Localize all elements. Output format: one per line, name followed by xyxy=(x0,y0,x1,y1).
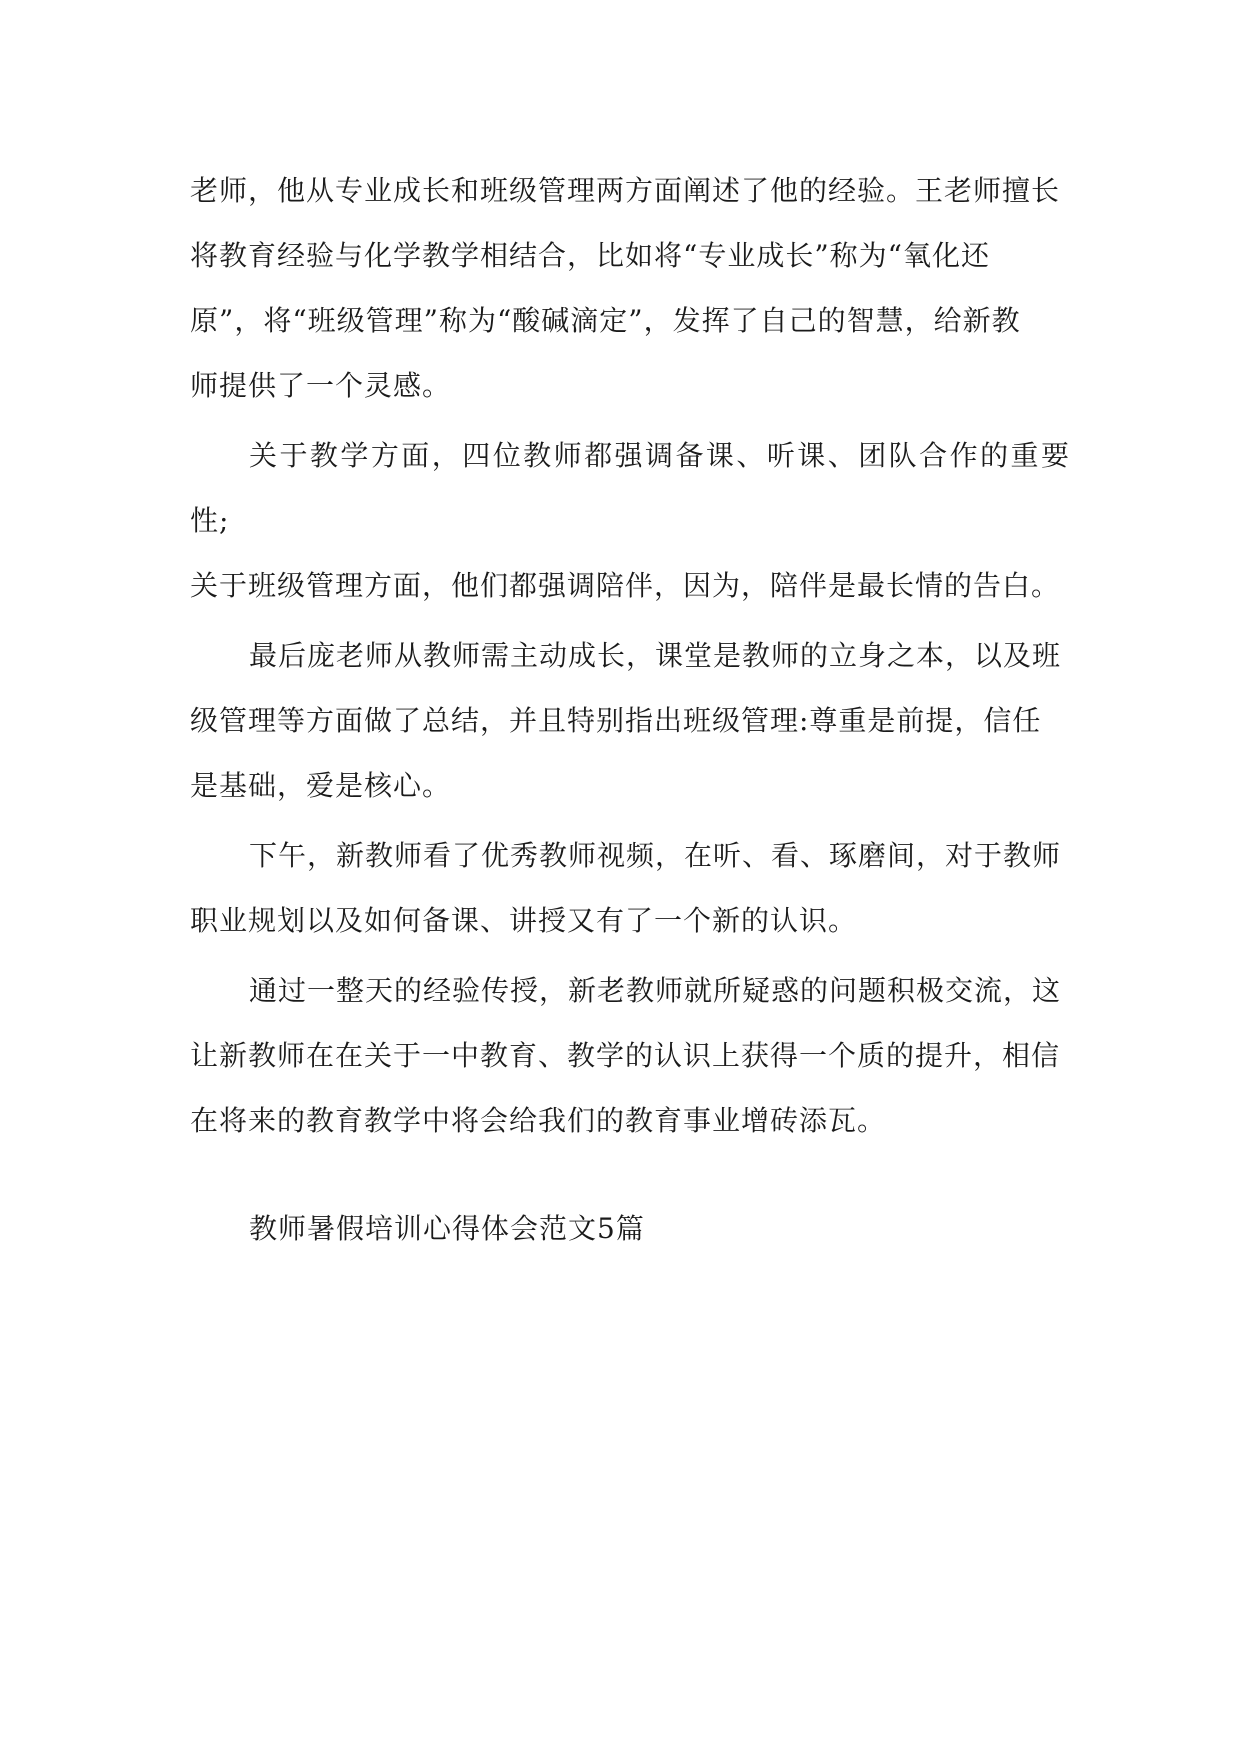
paragraph-line: 在将来的教育教学中将会给我们的教育事业增砖添瓦。 xyxy=(190,1104,887,1137)
paragraph-line: 职业规划以及如何备课、讲授又有了一个新的认识。 xyxy=(190,904,858,937)
paragraph-line: 下午，新教师看了优秀教师视频，在听、看、琢磨间，对于教师 xyxy=(249,839,1062,872)
paragraph-line: 关于班级管理方面，他们都强调陪伴，因为，陪伴是最长情的告白。 xyxy=(190,569,1061,602)
paragraph-4 xyxy=(190,823,1070,953)
paragraph-5 xyxy=(190,958,1070,1153)
paragraph-line: 师提供了一个灵感。 xyxy=(190,369,452,402)
next-article-title: 教师暑假培训心得体会范文5篇 xyxy=(249,1212,645,1245)
paragraph-line: 通过一整天的经验传授，新老教师就所疑惑的问题积极交流，这 xyxy=(249,974,1062,1007)
paragraph-line: 最后庞老师从教师需主动成长，课堂是教师的立身之本，以及班 xyxy=(249,639,1062,672)
paragraph-line: 将教育经验与化学教学相结合，比如将“专业成长”称为“氧化还 xyxy=(190,239,990,272)
paragraph-3 xyxy=(190,623,1070,818)
paragraph-line: 老师，他从专业成长和班级管理两方面阐述了他的经验。王老师擅长 xyxy=(190,174,1061,207)
paragraph-line: 让新教师在在关于一中教育、教学的认识上获得一个质的提升，相信 xyxy=(190,1039,1061,1072)
paragraph-line: 原”，将“班级管理”称为“酸碱滴定”，发挥了自己的智慧，给新教 xyxy=(190,304,1021,337)
paragraph-line: 关于教学方面，四位教师都强调备课、听课、团队合作的重要性; xyxy=(190,439,1070,537)
document-body xyxy=(190,158,1070,1158)
paragraph-line: 级管理等方面做了总结，并且特别指出班级管理:尊重是前提，信任 xyxy=(190,704,1042,737)
paragraph-line: 是基础，爱是核心。 xyxy=(190,769,452,802)
paragraph-1 xyxy=(190,158,1070,418)
paragraph-2 xyxy=(190,423,1070,618)
